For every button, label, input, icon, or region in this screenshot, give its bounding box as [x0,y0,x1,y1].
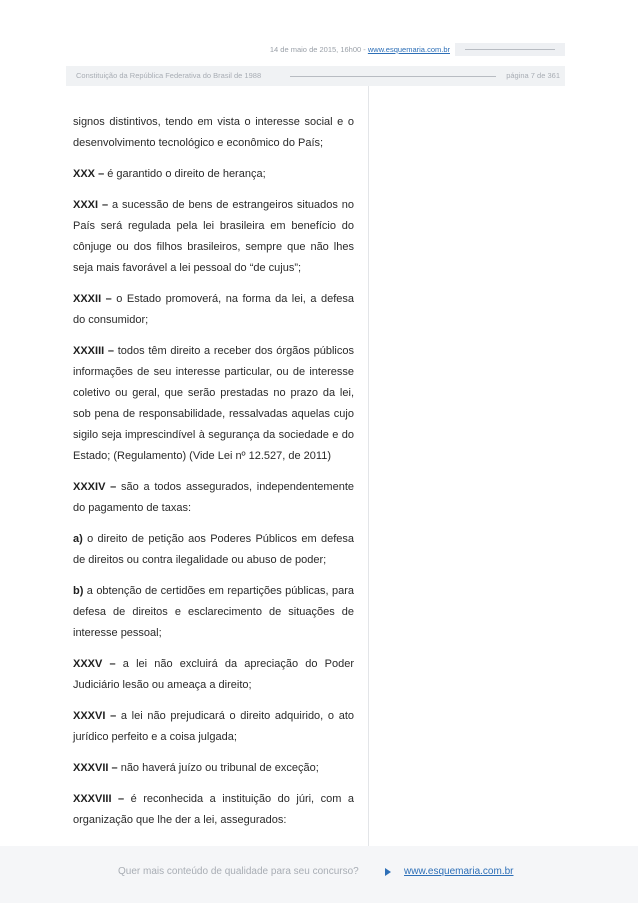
clause-label: XXXII – [73,293,112,305]
top-decor-line [465,49,555,50]
paragraph: XXXVI – a lei não prejudicará o direito adquirido, o ato jurídico perfeito e a coisa julgada; [73,710,355,743]
clause-label: XXXVII – [73,762,118,774]
page-content [73,112,354,841]
top-site-link[interactable]: www.esquemaria.com.br [367,45,450,54]
paragraph: XXXIV – são a todos assegurados, independentemente do pagamento de taxas: [73,481,354,514]
clause-label: XXXVI – [73,710,117,722]
document-title: Constituição da República Federativa do Brasil de 1988 [76,71,262,80]
clause-label: XXXVIII – [73,793,125,805]
arrow-right-icon [385,868,391,876]
paragraph: XXXIII – todos têm direito a receber dos órgãos públicos informações de seu interesse particular, ou de interesse coletivo ou geral, que serão prestadas no prazo da lei, sob pena de responsabilidade, ressalvadas aquelas cujo sigilo seja imprescindível à segurança da sociedade e do Estado; (Regulamento) (Vide Lei nº 12.527, de 2011) [73,345,354,462]
paragraph: XXXV – a lei não excluirá da apreciação do Poder Judiciário lesão ou ameaça a direito; [73,658,354,691]
footer-promo-text: Quer mais conteúdo de qualidade para seu concurso? [118,866,359,877]
clause-label: XXXIV – [73,481,117,493]
paragraph: signos distintivos, tendo em vista o interesse social e o desenvolvimento tecnológico e econômico do País; [73,116,354,149]
timestamp-text: 14 de maio de 2015, 16h00 - [269,45,368,54]
timestamp-line [200,45,450,54]
clause-label: XXXV – [73,658,116,670]
clause-label: XXXI – [73,199,109,211]
paragraph: a) o direito de petição aos Poderes Públicos em defesa de direitos ou contra ilegalidade ou abuso de poder; [73,533,354,566]
column-divider [368,86,369,846]
header-divider [290,76,496,77]
page-indicator: página 7 de 361 [506,71,560,80]
paragraph: b) a obtenção de certidões em repartições públicas, para defesa de direitos e esclarecimento de situações de interesse pessoal; [73,585,354,639]
clause-label: XXXIII – [73,345,115,357]
paragraph: XXXVII – não haverá juízo ou tribunal de exceção; [73,762,319,774]
paragraph: XXXII – o Estado promoverá, na forma da lei, a defesa do consumidor; [73,293,354,326]
clause-label: b) [73,585,84,597]
paragraph: XXX – é garantido o direito de herança; [73,168,266,180]
paragraph: XXXI – a sucessão de bens de estrangeiros situados no País será regulada pela lei brasileira em benefício do cônjuge ou dos filhos brasileiros, sempre que não lhes seja mais favorável a lei pessoal do “de cujus”; [73,199,354,274]
clause-label: a) [73,533,83,545]
clause-label: XXX – [73,168,105,180]
paragraph: XXXVIII – é reconhecida a instituição do júri, com a organização que lhe der a lei, assegurados: [73,793,354,826]
footer-site-link[interactable]: www.esquemaria.com.br [404,866,514,877]
